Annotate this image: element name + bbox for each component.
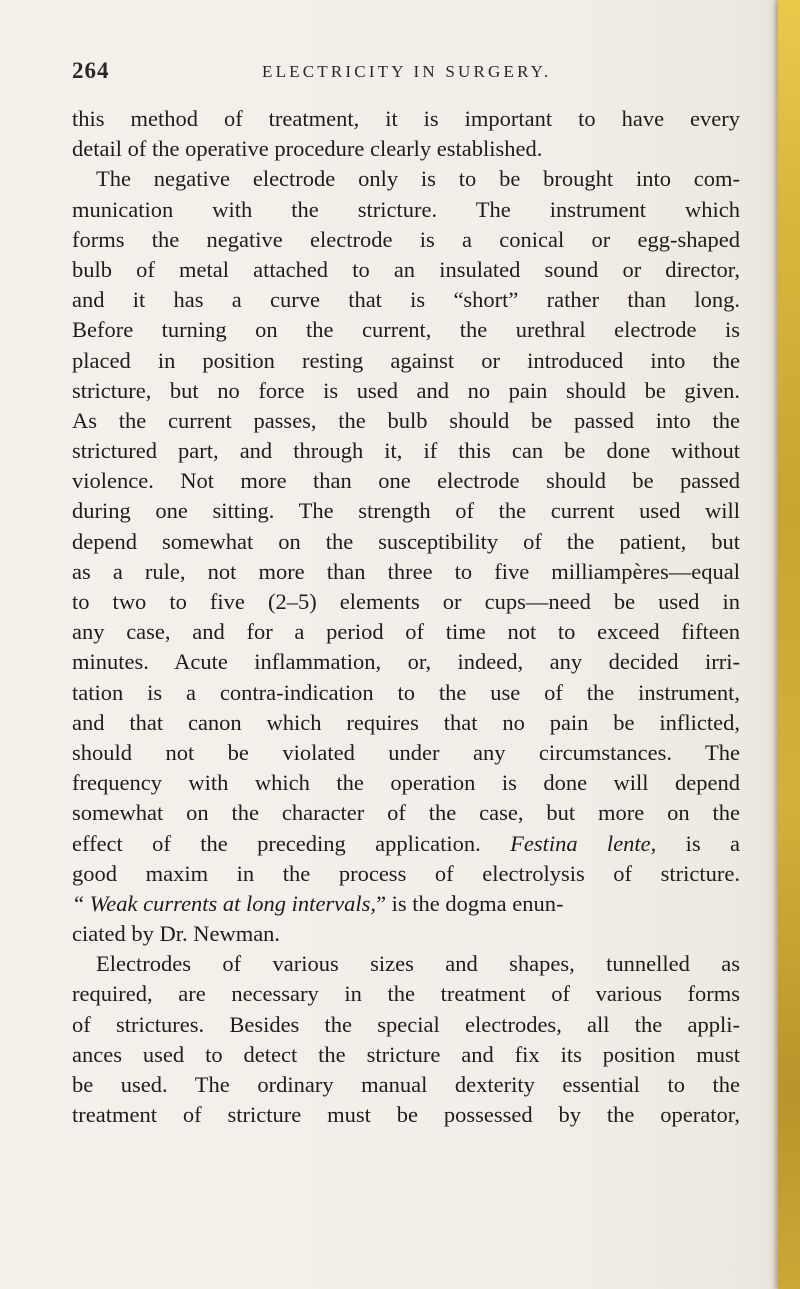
text-line: be used. The ordinary manual dexterity essential to the	[72, 1072, 740, 1097]
text-line: ciated by Dr. Newman.	[72, 921, 281, 947]
italic-phrase: Festina lente,	[510, 830, 657, 856]
text-line: tation is a contra-indication to the use of the instrument,	[72, 679, 740, 705]
page-header	[72, 58, 752, 90]
gilt-page-edge	[778, 0, 800, 1289]
text-line: to two to five (2–5) elements or cups—need be used in	[72, 589, 740, 614]
text-line: should not be violated under any circumstances. The	[72, 739, 740, 765]
text-line: bulb of metal attached to an insulated sound or director,	[72, 256, 740, 282]
text-line: Before turning on the current, the urethral electrode is	[72, 317, 740, 343]
text-line: As the current passes, the bulb should be passed into the	[72, 407, 740, 433]
text-line: and it has a curve that is “short” rather than long.	[72, 287, 740, 313]
text-line: good maxim in the process of electrolysis of stricture.	[72, 860, 740, 886]
text-line: violence. Not more than one electrode should be passed	[72, 468, 740, 494]
text-line: frequency with which the operation is done will depend	[72, 770, 740, 796]
text-line: detail of the operative procedure clearly established.	[72, 136, 543, 162]
page-number: 264	[72, 58, 110, 83]
text-line: this method of treatment, it is important to have every	[72, 106, 740, 131]
text-line: stricture, but no force is used and no pain should be given.	[72, 377, 740, 403]
text-segment: is a	[685, 830, 741, 856]
text-line	[72, 889, 740, 919]
text-line: placed in position resting against or introduced into the	[72, 347, 740, 373]
text-line: strictured part, and through it, if this can be done without	[72, 438, 740, 464]
text-line: The negative electrode only is to be brought into com-	[96, 166, 740, 192]
text-line: and that canon which requires that no pain be inflicted,	[72, 709, 740, 735]
text-line: forms the negative electrode is a conical or egg-shaped	[72, 226, 740, 252]
body-text	[72, 104, 740, 1130]
text-segment: ” is the dogma enun-	[376, 890, 564, 916]
italic-phrase: Weak currents at long intervals,	[89, 890, 377, 916]
text-line: munication with the stricture. The instrument which	[72, 196, 740, 222]
text-segment: effect of the preceding application.	[72, 830, 481, 856]
open-quote: “	[74, 890, 84, 916]
text-line: required, are necessary in the treatment of various forms	[72, 981, 740, 1007]
text-line: of strictures. Besides the special electrodes, all the appli-	[72, 1011, 740, 1037]
text-line: ances used to detect the stricture and fix its position must	[72, 1041, 740, 1067]
running-head: ELECTRICITY IN SURGERY.	[262, 62, 552, 81]
text-line: somewhat on the character of the case, but more on the	[72, 800, 740, 826]
text-line: depend somewhat on the susceptibility of the patient, but	[72, 528, 740, 554]
text-line: as a rule, not more than three to five milliampères—equal	[72, 558, 740, 584]
text-line: minutes. Acute inflammation, or, indeed, any decided irri-	[72, 649, 740, 675]
text-line: during one sitting. The strength of the current used will	[72, 498, 740, 524]
text-line: treatment of stricture must be possessed by the operator,	[72, 1102, 740, 1128]
text-line	[72, 829, 740, 859]
text-line: Electrodes of various sizes and shapes, tunnelled as	[96, 951, 740, 977]
text-line: any case, and for a period of time not to exceed fifteen	[72, 619, 740, 645]
